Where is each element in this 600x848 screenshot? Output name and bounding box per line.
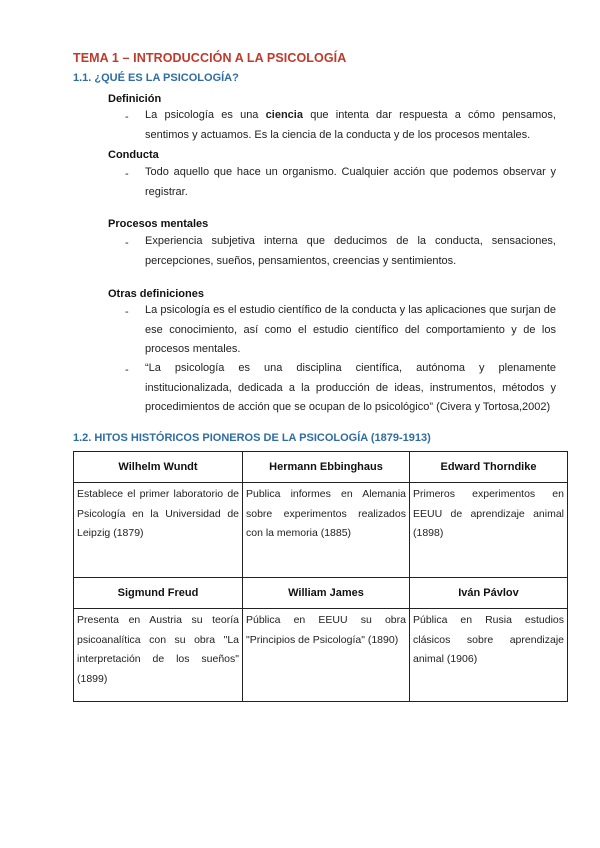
table-row (74, 483, 568, 578)
definicion-text-end: que intenta dar respuesta a cómo pensamos, sentimos y actuamos. Es la ciencia de la conducta y de los procesos mentales. (145, 109, 556, 141)
table-row (74, 609, 568, 702)
procesos-heading: Procesos mentales (108, 218, 209, 230)
procesos-text: Experiencia subjetiva interna que deducimos de la conducta, sensaciones, percepciones, sueños, pensamientos, creencias y sentimientos. (145, 235, 556, 267)
table-header-cell: Iván Pávlov (410, 578, 568, 609)
table-header-cell: Wilhelm Wundt (74, 452, 243, 483)
bullet-marker: - (125, 306, 129, 318)
section-2-heading: 1.2. HITOS HISTÓRICOS PIONEROS DE LA PSICOLOGÍA (1879-1913) (73, 432, 431, 444)
table-header-cell: Hermann Ebbinghaus (243, 452, 410, 483)
otras-item-2: “La psicología es una disciplina científica, autónoma y plenamente institucionalizada, dedicada a la producción de ideas, instrumentos, métodos y procedimientos de acción que se ocupan de lo psicológico” (Civera y Tortosa,2002) (145, 362, 556, 413)
definicion-text (145, 106, 556, 145)
table-cell: Presenta en Austria su teoría psicoanalítica con su obra "La interpretación de los sueños" (1899) (74, 609, 243, 702)
conducta-text: Todo aquello que hace un organismo. Cualquier acción que podemos observar y registrar. (145, 166, 556, 198)
otras-item-1: La psicología es el estudio científico de la conducta y las aplicaciones que surjan de ese conocimiento, así como el estudio científico del comportamiento y de los procesos mentales. (145, 304, 556, 355)
table-cell: Establece el primer laboratorio de Psicología en la Universidad de Leipzig (1879) (74, 483, 243, 578)
table-cell: Publica informes en Alemania sobre experimentos realizados con la memoria (1885) (243, 483, 410, 578)
table-cell: Pública en EEUU su obra "Principios de Psicología" (1890) (243, 609, 410, 702)
bullet-marker: - (125, 168, 129, 180)
table-header-cell: Sigmund Freud (74, 578, 243, 609)
table-header-cell: Edward Thorndike (410, 452, 568, 483)
definicion-keyword: ciencia (265, 109, 303, 121)
table-header-row (74, 578, 568, 609)
hitos-table (73, 451, 568, 702)
document-title: TEMA 1 – INTRODUCCIÓN A LA PSICOLOGÍA (73, 51, 347, 65)
definicion-heading: Definición (108, 93, 162, 105)
bullet-marker: - (125, 111, 129, 123)
table-cell: Pública en Rusia estudios clásicos sobre aprendizaje animal (1906) (410, 609, 568, 702)
definicion-text-start: La psicología es una (145, 109, 266, 121)
conducta-heading: Conducta (108, 149, 159, 161)
table-header-cell: William James (243, 578, 410, 609)
section-1-heading: 1.1. ¿QUÉ ES LA PSICOLOGÍA? (73, 72, 239, 84)
otras-heading: Otras definiciones (108, 288, 204, 300)
bullet-marker: - (125, 364, 129, 376)
table-header-row (74, 452, 568, 483)
table-cell: Primeros experimentos en EEUU de aprendizaje animal (1898) (410, 483, 568, 578)
bullet-marker: - (125, 237, 129, 249)
